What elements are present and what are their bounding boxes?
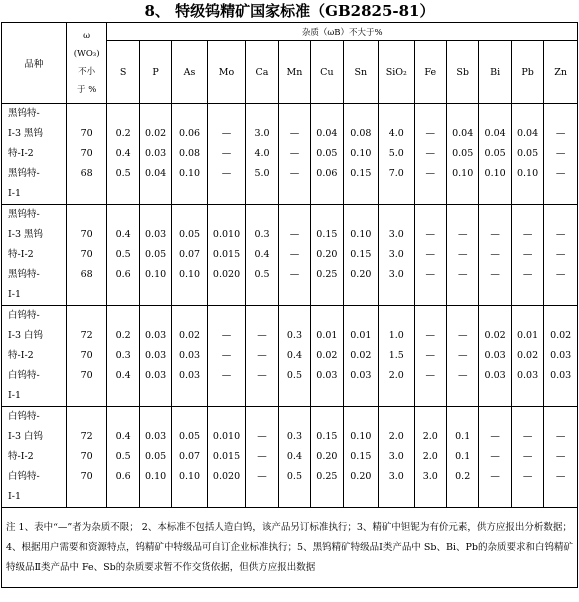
value-cell: 0.01 0.02 0.03 [343, 306, 378, 407]
value-cell: 0.2 0.3 0.4 [107, 306, 139, 407]
value-cell: 0.010 0.015 0.020 [207, 407, 246, 508]
value-cell: 0.02 0.03 0.03 [544, 306, 578, 407]
value-cell: 0.02 0.03 0.04 [139, 104, 171, 205]
value-cell: — — — [446, 205, 478, 306]
table-row [2, 104, 578, 205]
value-cell: — — — [414, 104, 446, 205]
table-row [2, 407, 578, 508]
value-cell: — — — [246, 407, 278, 508]
value-cell: 0.4 0.5 0.6 [107, 205, 139, 306]
value-cell: 0.01 0.02 0.03 [511, 306, 543, 407]
header-element: Fe [414, 41, 446, 104]
value-cell: — — — [544, 407, 578, 508]
value-cell: 2.0 3.0 3.0 [379, 407, 414, 508]
value-cell: 2.0 2.0 3.0 [414, 407, 446, 508]
header-element: Mn [278, 41, 310, 104]
value-cell: 0.3 0.4 0.5 [278, 306, 310, 407]
header-element: Pb [511, 41, 543, 104]
value-cell: 0.04 0.05 0.10 [446, 104, 478, 205]
value-cell: 0.03 0.05 0.10 [139, 407, 171, 508]
omega-cell: 70 70 68 [66, 205, 107, 306]
value-cell: — — — [479, 205, 511, 306]
header-element: Sn [343, 41, 378, 104]
value-cell: 3.0 3.0 3.0 [379, 205, 414, 306]
header-element: Cu [311, 41, 343, 104]
value-cell: — — — [414, 306, 446, 407]
page-title: 8、 特级钨精矿国家标准（GB2825-81） [144, 2, 435, 20]
product-cell: 白钨特- Ⅰ-3 白钨 特-Ⅰ-2 白钨特- Ⅰ-1 [2, 407, 67, 508]
value-cell: — — — [479, 407, 511, 508]
header-element: As [172, 41, 207, 104]
header-element: Ca [246, 41, 278, 104]
header-element: Zn [544, 41, 578, 104]
value-cell: 0.010 0.015 0.020 [207, 205, 246, 306]
header-element: Sb [446, 41, 478, 104]
value-cell: 0.15 0.20 0.25 [311, 205, 343, 306]
product-cell: 白钨特- Ⅰ-3 白钨 特-Ⅰ-2 白钨特- Ⅰ-1 [2, 306, 67, 407]
value-cell: 0.15 0.20 0.25 [311, 407, 343, 508]
value-cell: 0.03 0.03 0.03 [139, 306, 171, 407]
value-cell: 3.0 4.0 5.0 [246, 104, 278, 205]
value-cell: 0.2 0.4 0.5 [107, 104, 139, 205]
value-cell: — — — [511, 407, 543, 508]
header-element: Mo [207, 41, 246, 104]
omega-cell: 70 70 68 [66, 104, 107, 205]
value-cell: — — — [544, 205, 578, 306]
standard-table [1, 22, 578, 588]
value-cell: — — — [278, 104, 310, 205]
value-cell: 4.0 5.0 7.0 [379, 104, 414, 205]
header-element: Bi [479, 41, 511, 104]
value-cell: 0.02 0.03 0.03 [479, 306, 511, 407]
value-cell: 0.04 0.05 0.06 [311, 104, 343, 205]
header-element: P [139, 41, 171, 104]
value-cell: — — — [414, 205, 446, 306]
value-cell: — — — [446, 306, 478, 407]
value-cell: — — — [207, 306, 246, 407]
value-cell: 0.06 0.08 0.10 [172, 104, 207, 205]
omega-cell: 72 70 70 [66, 407, 107, 508]
footnote: 注 1、表中“—”者为杂质不限； 2、本标准不包括人造白钨，该产品另订标准执行；3、精矿中钽铌为有价元素，供方应报出分析数据；4、根据用户需要和资源特点，钨精矿中特级品可自订企业标准执行；5、黑钨精矿特级品Ⅰ类产品中 Sb、Bi、Pb的杂质要求和白钨精矿特级品Ⅱ类产品中 Fe、Sb的杂质要求暂不作交货依据，但供方应报出数据 [2, 508, 578, 588]
value-cell: 0.04 0.05 0.10 [479, 104, 511, 205]
value-cell: 0.03 0.05 0.10 [139, 205, 171, 306]
header-impurity-group: 杂质（ωB）不大于% [107, 23, 578, 41]
value-cell: 0.05 0.07 0.10 [172, 205, 207, 306]
value-cell: 0.10 0.15 0.20 [343, 407, 378, 508]
value-cell: 0.01 0.02 0.03 [311, 306, 343, 407]
value-cell: — — — [544, 104, 578, 205]
value-cell: 0.3 0.4 0.5 [246, 205, 278, 306]
value-cell: — — — [207, 104, 246, 205]
table-row [2, 205, 578, 306]
value-cell: 0.08 0.10 0.15 [343, 104, 378, 205]
omega-cell: 72 70 70 [66, 306, 107, 407]
table-row [2, 306, 578, 407]
value-cell: 0.10 0.15 0.20 [343, 205, 378, 306]
product-cell: 黑钨特- Ⅰ-3 黑钨 特-Ⅰ-2 黑钨特- Ⅰ-1 [2, 205, 67, 306]
value-cell: 0.3 0.4 0.5 [278, 407, 310, 508]
value-cell: — — — [246, 306, 278, 407]
value-cell: 1.0 1.5 2.0 [379, 306, 414, 407]
value-cell: 0.4 0.5 0.6 [107, 407, 139, 508]
value-cell: 0.05 0.07 0.10 [172, 407, 207, 508]
header-element: S [107, 41, 139, 104]
value-cell: — — — [278, 205, 310, 306]
value-cell: 0.1 0.1 0.2 [446, 407, 478, 508]
value-cell: 0.02 0.03 0.03 [172, 306, 207, 407]
header-product: 品种 [2, 23, 67, 104]
value-cell: 0.04 0.05 0.10 [511, 104, 543, 205]
header-element: SiO₂ [379, 41, 414, 104]
product-cell: 黑钨特- Ⅰ-3 黑钨 特-Ⅰ-2 黑钨特- Ⅰ-1 [2, 104, 67, 205]
header-omega: ω (WO₃) 不小 于 % [66, 23, 107, 104]
value-cell: — — — [511, 205, 543, 306]
